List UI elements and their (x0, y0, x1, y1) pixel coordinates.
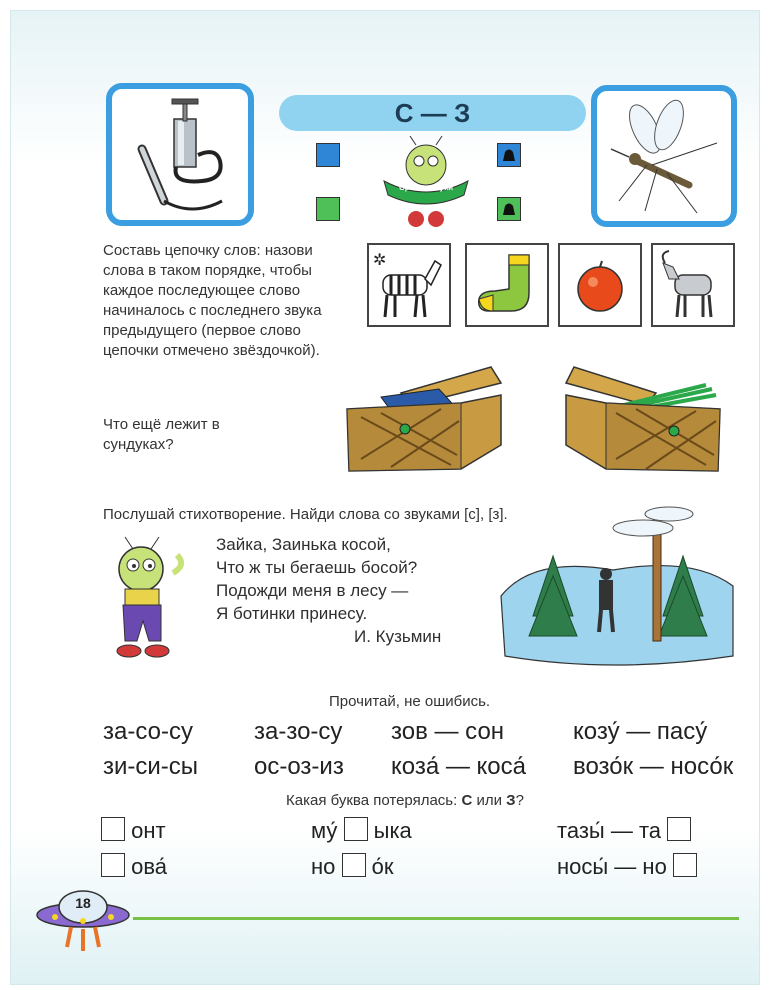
ufo-page-badge (33, 881, 133, 961)
bell-icon (498, 144, 520, 166)
zebra-picture (367, 243, 451, 327)
word-muzyka (311, 817, 412, 844)
chest-with-boots-illustration (341, 359, 511, 479)
syllables-row2-col3: коза́ — коса́ (391, 753, 526, 780)
blue-bell-square-marker (497, 143, 521, 167)
word-nosok (311, 853, 394, 880)
chests-question-text: Что ещё лежит в сундуках? (103, 416, 220, 453)
ufo-illustration (33, 881, 133, 961)
syllables-row2-col4: возо́к — носо́к (573, 753, 734, 780)
goat-picture (651, 243, 735, 327)
mosquito-picture-frame (591, 85, 737, 227)
mosquito-illustration (597, 91, 731, 221)
letter-s: С (461, 792, 473, 809)
word-ova-text: ова́ (131, 854, 168, 879)
poem-task-text: Послушай стихотворение. Найди слова со звуками [с], [з]. (103, 506, 508, 523)
word-tazy-text: тазы́ — та (557, 818, 662, 843)
answer-box-5[interactable] (667, 817, 691, 841)
blue-square-marker (316, 143, 340, 167)
read-task-title: Прочитай, не ошибись. (329, 693, 491, 710)
answer-box-6[interactable] (673, 853, 697, 877)
word-ont (101, 817, 166, 844)
syllables-row1-col3: зов — сон (391, 718, 505, 745)
sock-illustration (467, 245, 547, 325)
syllables-row2-col2: ос-оз-из (254, 753, 344, 780)
letter-z: З (506, 792, 516, 809)
alien-character-illustration (103, 533, 198, 668)
mascot-badge (376, 133, 476, 233)
zebra-illustration (369, 245, 449, 325)
syllables-row1-col4: козу́ — пасу́ (573, 718, 708, 745)
badge-label: Сравни звуки (398, 183, 454, 192)
poem-line-3: Подожди меня в лесу — (216, 581, 409, 600)
winter-scene (493, 486, 738, 671)
word-ova (101, 853, 167, 880)
poem-line-1: Зайка, Заинька косой, (216, 535, 391, 554)
word-ont-text: онт (131, 818, 166, 843)
word-nosy-text: носы́ — но (557, 854, 667, 879)
chest-left (341, 359, 511, 479)
page-number: 18 (75, 895, 91, 911)
word-nosok-suffix: о́к (371, 854, 394, 879)
star-icon: ✲ (373, 252, 387, 269)
winter-scene-illustration (493, 486, 738, 671)
pump-picture-frame (106, 83, 254, 226)
green-bell-square-marker (497, 197, 521, 221)
word-muzyka-prefix: му́ (311, 818, 338, 843)
question-mark: ? (515, 792, 524, 809)
word-nosy (557, 853, 697, 880)
orange-illustration (560, 245, 640, 325)
syllables-row1-col2: за-зо-су (254, 718, 343, 745)
word-nosok-prefix: но (311, 854, 336, 879)
green-square-marker (316, 197, 340, 221)
answer-box-3[interactable] (344, 817, 368, 841)
footer-line (133, 917, 739, 920)
answer-box-1[interactable] (101, 817, 125, 841)
orange-picture (558, 243, 642, 327)
chain-task-text: Составь цепочку слов: назови слова в таком порядке, чтобы каждое последующее слово начиналось с последнего звука предыдущего (первое слово цепочки отмечено звёздочкой). (103, 242, 322, 359)
missing-letter-title (286, 791, 524, 811)
syllables-row2-col1: зи-си-сы (103, 753, 199, 780)
goat-illustration (653, 245, 733, 325)
or-word: или (472, 792, 507, 809)
word-muzyka-suffix: ыка (373, 818, 412, 843)
poem-line-2: Что ж ты бегаешь босой? (216, 558, 418, 577)
alien-character (103, 533, 198, 668)
workbook-page (10, 10, 760, 985)
chest-with-umbrella-illustration (556, 359, 726, 479)
sock-picture (465, 243, 549, 327)
poem-line-4: Я ботинки принесу. (216, 604, 368, 623)
page-title: С — З (279, 95, 586, 131)
answer-box-2[interactable] (101, 853, 125, 877)
pump-illustration (112, 89, 248, 220)
missing-letter-title-text: Какая буква потерялась: (286, 792, 462, 809)
chest-right (556, 359, 726, 479)
answer-box-4[interactable] (342, 853, 366, 877)
word-tazy (557, 817, 691, 844)
bell-icon (498, 198, 520, 220)
syllables-row1-col1: за-со-су (103, 718, 193, 745)
poem-author: И. Кузьмин (354, 627, 442, 646)
